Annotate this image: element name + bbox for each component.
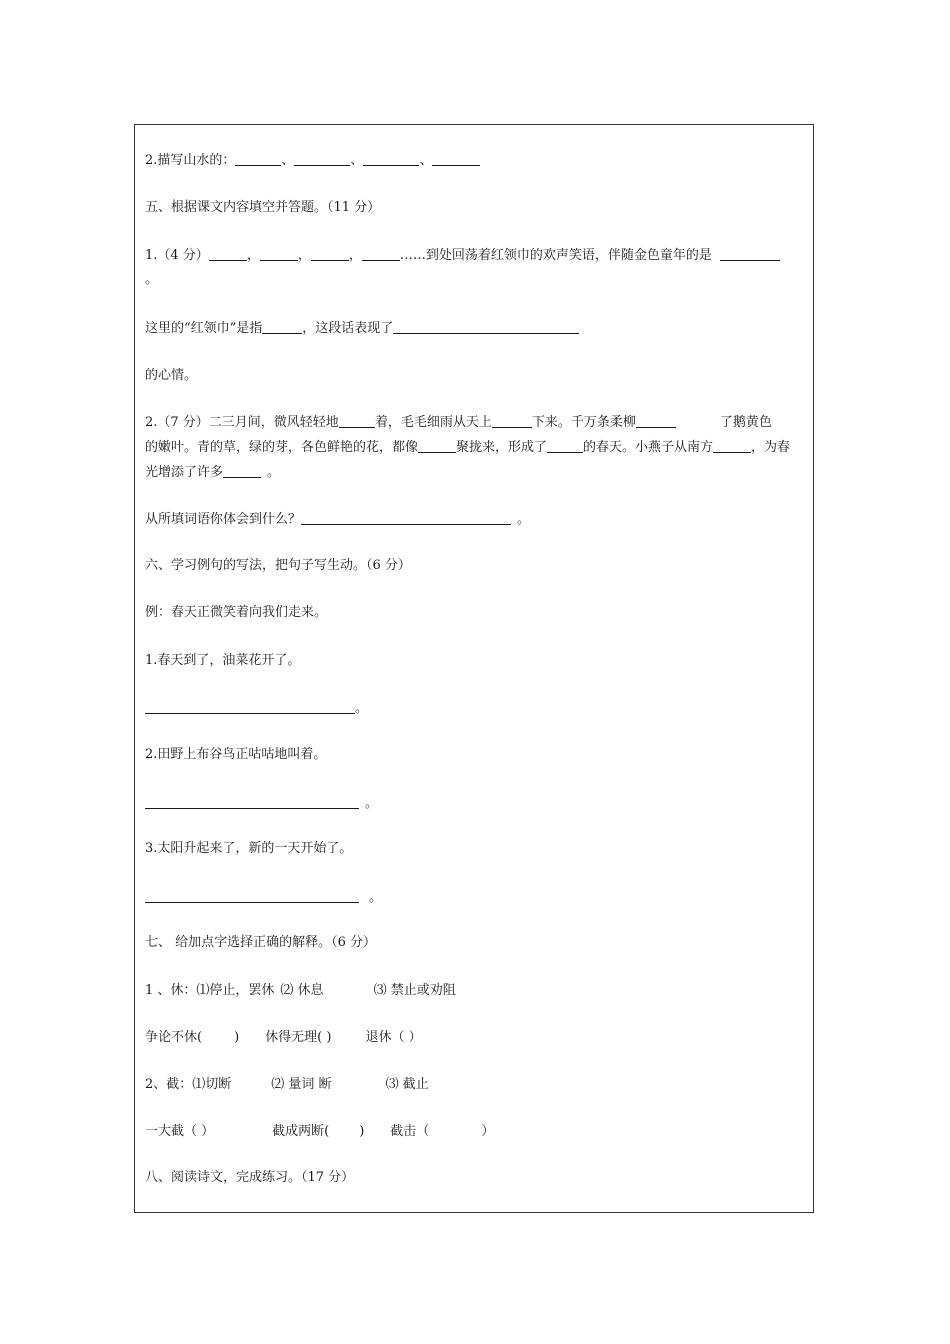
s6-example: 例：春天正微笑着向我们走来。	[145, 605, 328, 620]
blank[interactable]	[262, 321, 302, 334]
s5-q1-line3: 的心情。	[145, 368, 198, 383]
q4-2-line: 2.描写山水的： 、 、 、	[145, 153, 480, 168]
s5-q2-line2: 的嫩叶。青的草，绿的芽，各色鲜艳的花，都像 聚拢来，形成了 的春天。小燕子从南方 ，为春	[145, 440, 791, 455]
s5-q2-ask: 从所填词语你体会到什么？ 。	[145, 512, 531, 527]
blank[interactable]	[260, 248, 298, 261]
blank[interactable]	[492, 415, 532, 428]
s5-q1-line2: 这里的“红领巾”是指 ，这段话表现了	[145, 321, 579, 336]
s5-q1-end: 。	[145, 272, 159, 287]
s6-item-3: 3.太阳升起来了，新的一天开始了。	[145, 841, 353, 856]
blank[interactable]	[209, 248, 247, 261]
s7-q1-items: 争论不休( ) 休得无理( ) 退休（ ）	[145, 1030, 422, 1045]
section-7-title: 七、 给加点字选择正确的解释。（6 分）	[145, 935, 377, 950]
worksheet-frame	[134, 124, 814, 1213]
s6-answer-1: 。	[145, 701, 368, 716]
answer-line[interactable]	[145, 701, 355, 714]
blank[interactable]	[547, 440, 583, 453]
blank[interactable]	[223, 465, 261, 478]
blank[interactable]	[363, 153, 419, 166]
s6-answer-3: 。	[145, 890, 382, 905]
s5-q2-line3: 光增添了许多 。	[145, 465, 281, 480]
section-6-title: 六、学习例句的写法，把句子写生动。（6 分）	[145, 558, 411, 573]
blank[interactable]	[720, 248, 780, 261]
blank[interactable]	[636, 415, 676, 428]
blank[interactable]	[713, 440, 751, 453]
blank[interactable]	[393, 321, 579, 334]
section-8-title: 八、阅读诗文，完成练习。（17 分）	[145, 1170, 355, 1185]
blank[interactable]	[235, 153, 281, 166]
answer-line[interactable]	[145, 890, 359, 903]
section-5-title: 五、根据课文内容填空并答题。（11 分）	[145, 200, 381, 215]
blank[interactable]	[362, 248, 400, 261]
blank[interactable]	[311, 248, 349, 261]
answer-line[interactable]	[145, 796, 359, 809]
s6-item-1: 1.春天到了，油菜花开了。	[145, 653, 301, 668]
s7-q2-items: 一大截（ ） 截成两断( ) 截击（ ）	[145, 1124, 495, 1139]
s6-item-2: 2.田野上布谷鸟正咕咕地叫着。	[145, 747, 327, 762]
blank[interactable]	[301, 512, 511, 525]
s6-answer-2: 。	[145, 796, 378, 811]
s7-q2-options: 2、截：⑴切断 ⑵ 量词 断 ⑶ 截止	[145, 1077, 429, 1092]
s5-q1-line1: 1.（4 分） ， ， ， ……到处回荡着红领巾的欢声笑语，伴随金色童年的是	[145, 248, 780, 263]
blank[interactable]	[432, 153, 480, 166]
blank[interactable]	[418, 440, 456, 453]
blank[interactable]	[339, 415, 375, 428]
s5-q2-line1: 2.（7 分）二三月间，微风轻轻地 着，毛毛细雨从天上 下来。千万条柔柳 了鹅黄色	[145, 415, 772, 430]
blank[interactable]	[294, 153, 350, 166]
s7-q1-options: 1 、休：⑴停止，罢休 ⑵ 休息 ⑶ 禁止或劝阻	[145, 983, 456, 998]
